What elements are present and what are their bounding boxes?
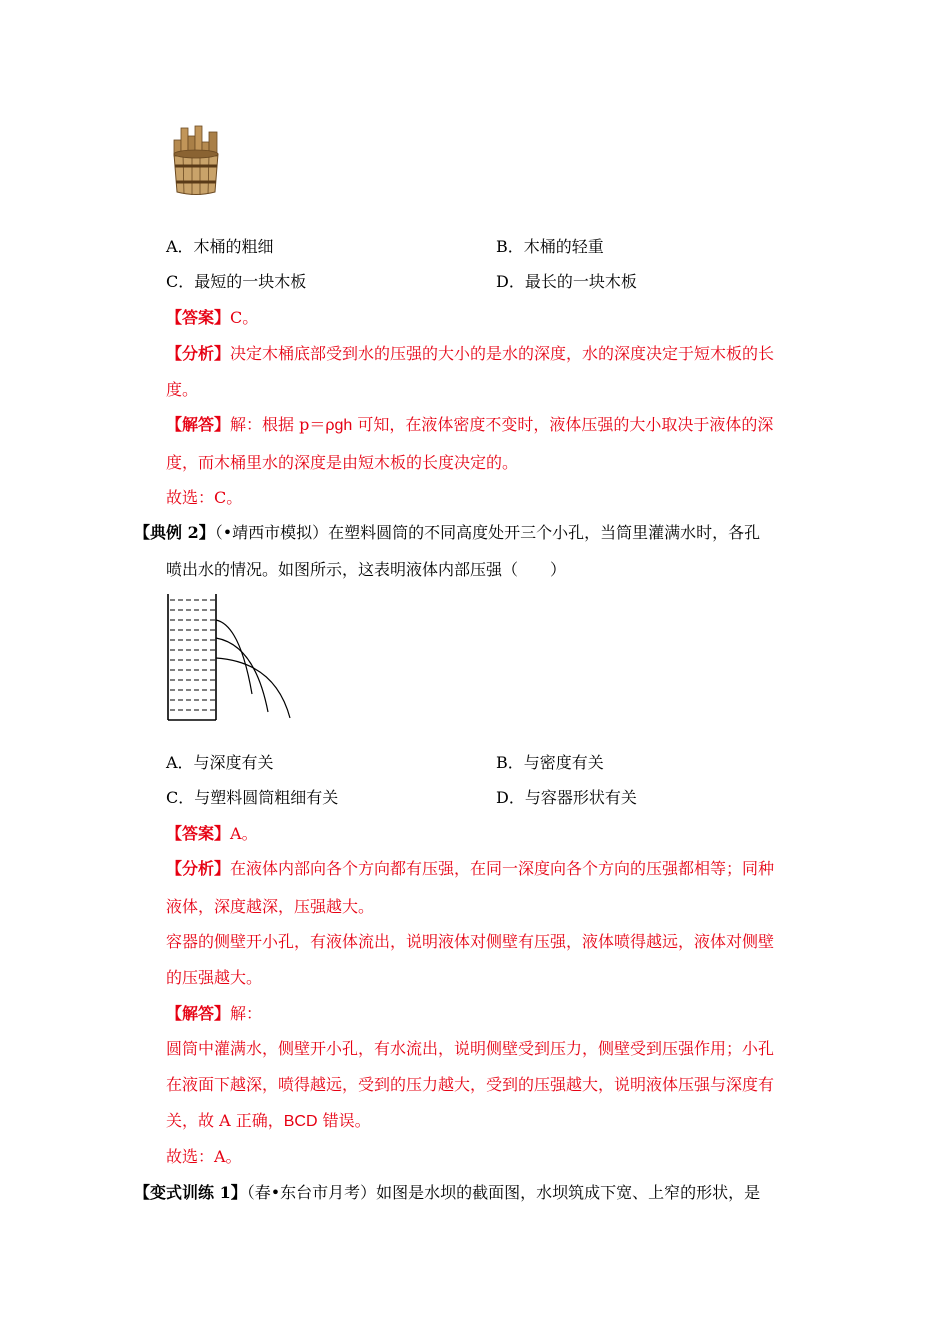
- example2-option-d: D．与容器形状有关: [496, 788, 637, 807]
- example2-solution-line-3: [166, 1110, 371, 1133]
- analysis-text: 决定木桶底部受到水的压强的大小的是水的深度，水的深度决定于短木板的长: [230, 344, 775, 363]
- option-d: D．最长的一块木板: [496, 272, 637, 291]
- answer-value: C。: [230, 308, 259, 327]
- analysis-line-1: [166, 343, 774, 365]
- analysis-tag: 【分析】: [166, 344, 231, 363]
- solution-line-2: 度，而木桶里水的深度是由短木板的长度决定的。: [166, 453, 519, 472]
- wooden-bucket-image: [166, 124, 226, 198]
- choice-line: 故选：C。: [166, 488, 243, 507]
- example2-solution-bcd: BCD: [283, 1113, 318, 1130]
- solution-text-c: 可知，在液体密度不变时，液体压强的大小取决于液体的深: [352, 415, 774, 434]
- variant1-tag: 【变式训练 1】: [134, 1183, 247, 1202]
- variant1-source: （春•东台市月考）: [246, 1183, 377, 1202]
- example2-solution-line-1: 圆筒中灌满水，侧壁开小孔，有水流出，说明侧壁受到压力，侧壁受到压强作用；小孔: [166, 1039, 775, 1058]
- water-cylinder-diagram: [160, 590, 300, 724]
- answer-tag: 【答案】: [166, 308, 231, 327]
- example2-source: （•靖西市模拟）: [214, 523, 329, 542]
- example2-answer-value: A。: [230, 824, 258, 843]
- option-c: C．最短的一块木板: [166, 272, 307, 291]
- solution-text-a: 解：根据 p＝: [230, 415, 326, 434]
- solution-tag: 【解答】: [166, 415, 231, 434]
- example2-solution-head: 解：: [230, 1004, 263, 1023]
- example2-answer-line: [166, 823, 258, 845]
- example2-question-text: 在塑料圆筒的不同高度处开三个小孔，当筒里灌满水时，各孔: [328, 523, 761, 542]
- example2-solution-line-2: 在液面下越深，喷得越远，受到的压力越大，受到的压强越大，说明液体压强与深度有: [166, 1075, 775, 1094]
- example2-analysis-text: 在液体内部向各个方向都有压强，在同一深度向各个方向的压强都相等；同种: [230, 859, 775, 878]
- example2-analysis-line-4: 的压强越大。: [166, 968, 263, 987]
- answer-line: [166, 307, 258, 329]
- solution-line-1: [166, 414, 773, 437]
- example2-tag: 【典例 2】: [134, 523, 215, 542]
- option-b: B．木桶的轻重: [496, 237, 604, 256]
- example2-answer-tag: 【答案】: [166, 824, 231, 843]
- example2-analysis-line-2: 液体，深度越深，压强越大。: [166, 897, 375, 916]
- example2-solution-text-a: 关，故 A 正确，: [166, 1111, 284, 1130]
- example2-question-line-2: 喷出水的情况。如图所示，这表明液体内部压强（ ）: [166, 560, 567, 579]
- example2-option-b: B．与密度有关: [496, 753, 604, 772]
- example2-solution-head-line: [166, 1003, 262, 1025]
- example2-analysis-line-3: 容器的侧壁开小孔，有液体流出，说明液体对侧壁有压强，液体喷得越远，液体对侧壁: [166, 932, 775, 951]
- example2-analysis-tag: 【分析】: [166, 859, 231, 878]
- example2-analysis-line-1: [166, 858, 774, 880]
- example2-option-c: C．与塑料圆筒粗细有关: [166, 788, 339, 807]
- variant1-question-text: 如图是水坝的截面图，水坝筑成下宽、上窄的形状，是: [376, 1183, 761, 1202]
- analysis-line-2: 度。: [166, 380, 199, 399]
- example2-solution-tag: 【解答】: [166, 1004, 231, 1023]
- example2-option-a: A．与深度有关: [166, 753, 274, 772]
- example2-choice-line: 故选：A。: [166, 1147, 242, 1166]
- example2-question-line-1: [134, 522, 760, 544]
- variant1-question-line-1: [134, 1182, 760, 1204]
- formula: ρgh: [325, 417, 353, 434]
- option-a: A．木桶的粗细: [166, 237, 274, 256]
- example2-solution-text-c: 错误。: [317, 1111, 371, 1130]
